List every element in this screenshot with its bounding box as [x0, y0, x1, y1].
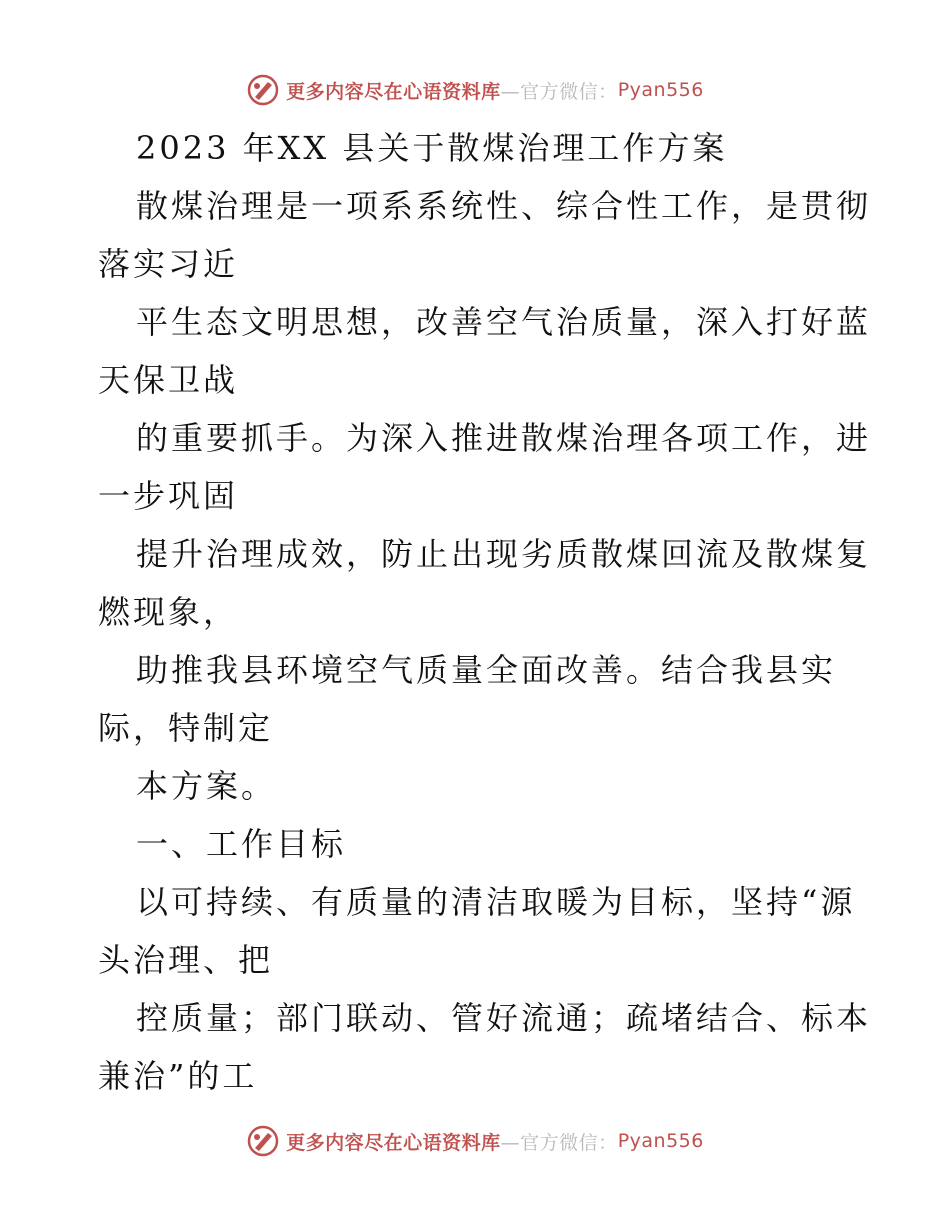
watermark-header — [0, 70, 950, 110]
paragraph-line: 际，特制定 — [98, 709, 274, 747]
paragraph-line: 散煤治理是一项系系统性、综合性工作，是贯彻 — [136, 187, 872, 225]
paragraph-line: 助推我县环境空气质量全面改善。结合我县实 — [136, 651, 837, 689]
document-title: 2023 年XX 县关于散煤治理工作方案 — [136, 129, 728, 167]
paragraph-line: 控质量；部门联动、管好流通；疏堵结合、标本 — [136, 999, 872, 1037]
watermark-footer — [0, 1121, 950, 1161]
watermark-text-mid: —官方微信： — [500, 1131, 618, 1154]
paragraph-line: 一步巩固 — [98, 477, 239, 515]
watermark-text-id: Pyan556 — [617, 1130, 704, 1152]
paragraph-line: 落实习近 — [98, 245, 239, 283]
watermark-logo-icon — [246, 73, 280, 107]
paragraph-line: 提升治理成效，防止出现劣质散煤回流及散煤复 — [136, 535, 872, 573]
paragraph-line: 头治理、把 — [98, 941, 274, 979]
watermark-text-main: 更多内容尽在心语资料库 — [286, 80, 501, 103]
paragraph-line: 兼治”的工 — [98, 1057, 258, 1095]
section-heading: 一、工作目标 — [136, 825, 347, 863]
paragraph-line: 燃现象， — [98, 593, 239, 631]
paragraph-line: 的重要抓手。为深入推进散煤治理各项工作，进 — [136, 419, 872, 457]
watermark-logo-icon — [246, 1124, 280, 1158]
paragraph-line: 天保卫战 — [98, 361, 239, 399]
watermark-text-id: Pyan556 — [617, 79, 704, 101]
paragraph-line: 以可持续、有质量的清洁取暖为目标，坚持“源 — [136, 883, 856, 921]
paragraph-line: 平生态文明思想，改善空气治质量，深入打好蓝 — [136, 303, 872, 341]
watermark-text-main: 更多内容尽在心语资料库 — [286, 1131, 501, 1154]
paragraph-line: 本方案。 — [136, 767, 277, 805]
watermark-text-mid: —官方微信： — [500, 80, 618, 103]
